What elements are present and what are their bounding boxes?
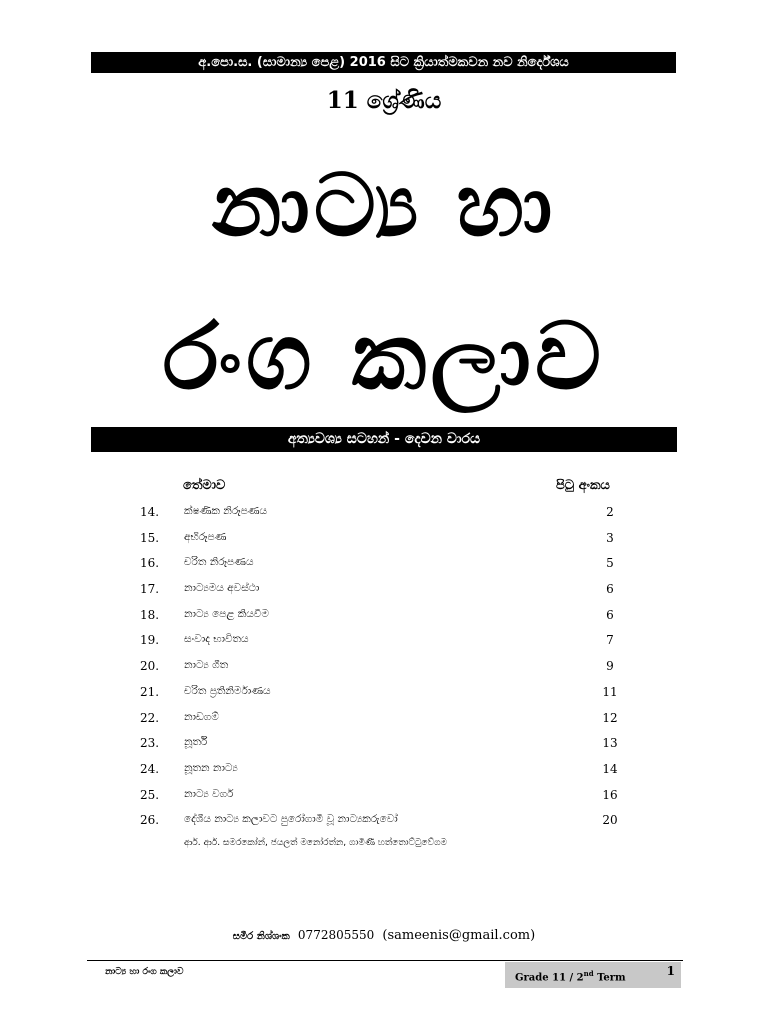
toc-number: 14. [140, 505, 160, 519]
toc-number: 17. [140, 582, 160, 597]
syllabus-text: අ.පො.ස. (සාමාන්‍ය පෙළ) 2016 සිට ක්‍රියාත්මකවන නව නිර්දේශය [198, 55, 569, 70]
toc-row [0, 657, 768, 683]
toc-number: 24. [140, 761, 160, 776]
toc-row [0, 760, 768, 786]
toc-page-number: 12 [602, 710, 618, 725]
main-title-line-1: නාට්‍ය හා [211, 156, 557, 256]
author-phone: 0772805550 [297, 928, 375, 942]
author-email: (sameenis@gmail.com) [382, 928, 536, 943]
toc-row [0, 786, 768, 812]
toc-topic: චරිත නිරූපණය [184, 556, 254, 569]
subtitle-banner [91, 427, 677, 452]
toc-page-number: 11 [602, 684, 618, 699]
subtitle-text: අත්‍යවශ්‍ය සටහන් - දෙවන වාරය [287, 431, 481, 447]
toc-number: 26. [140, 813, 160, 828]
toc-page-number: 16 [602, 787, 618, 802]
toc-page-number: 13 [602, 736, 618, 751]
author-contact [0, 928, 768, 943]
toc-page-number: 5 [606, 556, 614, 571]
grade-heading: 11 ශ්‍රේණිය [326, 87, 442, 114]
footer-grade-box [505, 962, 681, 988]
toc-page-number: 6 [606, 582, 614, 597]
toc-page-number: 7 [606, 633, 614, 648]
toc-topic: නාට්‍යමය අවස්ථා [184, 582, 260, 595]
toc-topic-header: තේමාව [183, 478, 226, 493]
toc-row [0, 554, 768, 580]
toc-number: 18. [140, 607, 160, 622]
toc-row [0, 580, 768, 606]
toc-row [0, 631, 768, 657]
toc-page-number: 14 [602, 761, 618, 776]
toc-number: 23. [140, 736, 160, 751]
toc-row [0, 811, 768, 837]
toc-page-number: 20 [602, 813, 618, 828]
toc-row [0, 683, 768, 709]
footer-divider [87, 960, 683, 961]
toc-number: 25. [140, 787, 160, 802]
toc-topic: චරිත ප්‍රතිනිර්මාණය [184, 684, 271, 697]
toc-topic: නූර්ති [184, 736, 208, 749]
toc-row [0, 734, 768, 760]
footer-grade-term: Grade 11 / 2nd Term [515, 969, 626, 984]
toc-topic: නාට්‍ය වර්ග [184, 787, 234, 800]
toc-page-number: 6 [606, 607, 614, 622]
author-name: සමීර නිශ්ශංක [232, 931, 290, 942]
toc-number: 20. [140, 659, 160, 674]
toc-page-number: 9 [606, 659, 614, 674]
toc-topic: නාට්‍ය ගීත [184, 659, 229, 672]
toc-row [0, 709, 768, 735]
toc-topic: සංවාද භාවිතය [184, 633, 249, 646]
toc-number: 22. [140, 710, 160, 725]
toc-topic: දේශීය නාට්‍ය කලාවට පුරෝගාමී වූ නාට්‍යකරුවෝ [184, 813, 398, 826]
toc-page-header: පිටු අංකය [556, 478, 610, 493]
footer-subject: නාට්‍ය හා රංග කලාව [105, 967, 184, 977]
toc-topic: අභිරූපණ [184, 530, 227, 543]
toc-number: 16. [140, 556, 160, 571]
toc-number: 19. [140, 633, 160, 648]
toc-page-number: 3 [606, 530, 614, 545]
toc-author-note: ආර්. ආර්. සමරකෝන්, ජයලත් මනෝරත්න, ගාමිණී හත්තොට්ටුවේගම [184, 838, 448, 848]
syllabus-banner [91, 52, 676, 73]
toc-number: 15. [140, 530, 160, 545]
toc-topic: නූතන නාට්‍ය [184, 761, 238, 774]
toc-topic: ක්ෂණික නිරූපණය [184, 505, 268, 517]
toc-row [0, 503, 768, 529]
main-title-line-2: රංග කලාව [162, 303, 606, 410]
toc-topic: නාඩගම් [184, 710, 219, 723]
toc-row [0, 606, 768, 632]
toc-page-number: 2 [606, 505, 614, 519]
toc-row [0, 529, 768, 555]
toc-topic: නාට්‍ය පෙළ කියවීම [184, 607, 269, 620]
toc-number: 21. [140, 684, 160, 699]
table-of-contents [0, 503, 768, 837]
footer-page-number: 1 [666, 964, 675, 978]
